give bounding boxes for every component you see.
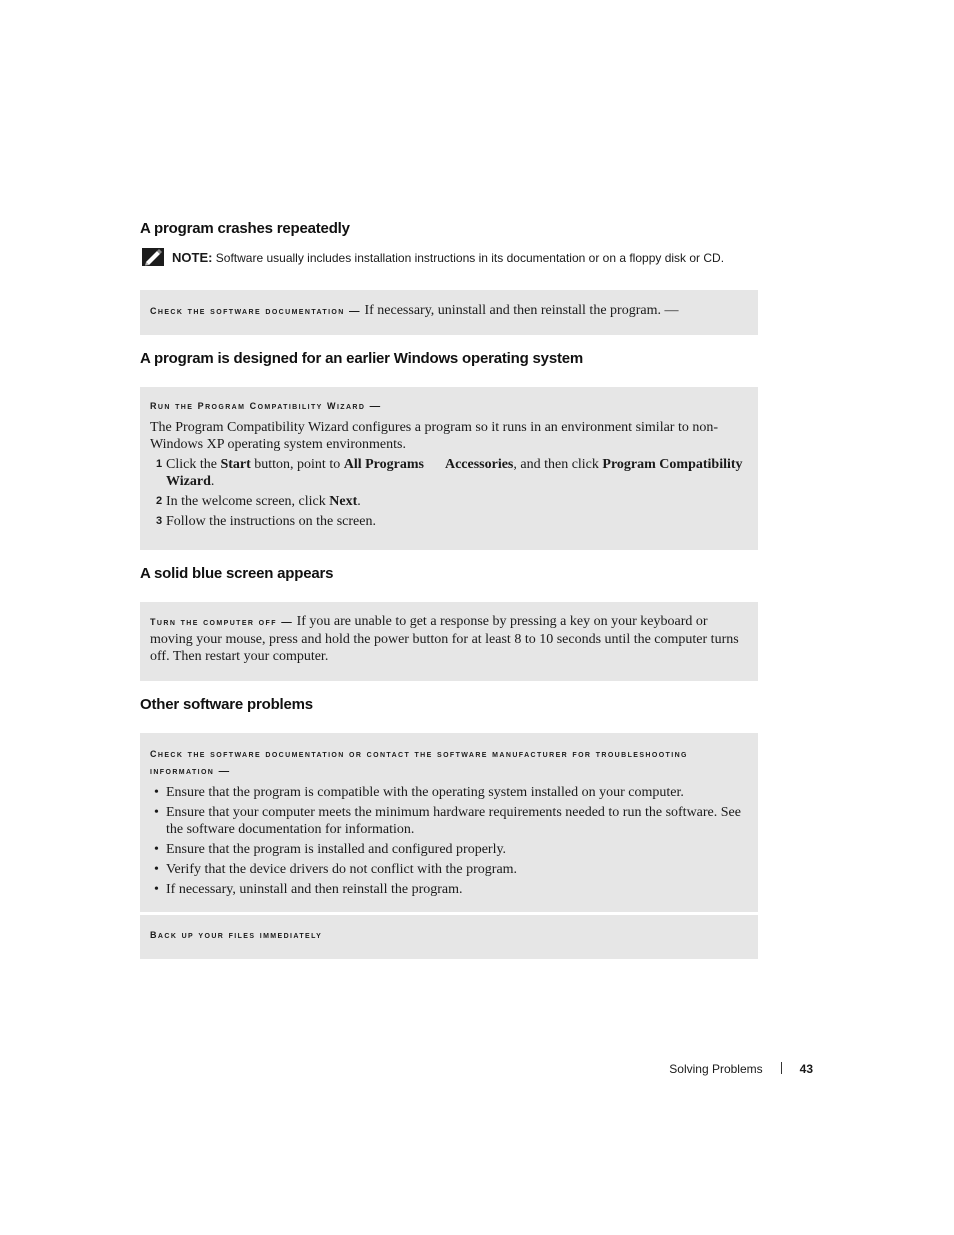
note — [140, 246, 780, 270]
box-title: run the program compatibility wizard — — [150, 398, 382, 412]
box-text: If necessary, uninstall and then reinstall the program. — — [364, 303, 679, 318]
page-number: 43 — [799, 1062, 813, 1076]
step-2: 2 In the welcome screen, click Next. — [156, 494, 361, 509]
list-item: • Verify that the device drivers do not conflict with the program. — [154, 862, 518, 877]
box-title: turn the computer off — — [150, 614, 294, 628]
step-3: 3 Follow the instructions on the screen. — [156, 514, 376, 529]
box-check-documentation-manufacturer — [140, 733, 758, 912]
footer-section-name: Solving Problems — [669, 1062, 763, 1076]
list-item: • Ensure that the program is installed and configured properly. — [154, 842, 507, 857]
box-title: check the software documentation or contact the software manufacturer for troubleshooting information — — [150, 746, 688, 777]
heading-other-problems: Other software problems — [140, 696, 313, 713]
heading-program-crashes: A program crashes repeatedly — [140, 220, 350, 237]
box-turn-off — [140, 602, 758, 681]
arrow-icon: → — [427, 457, 442, 472]
note-text: Software usually includes installation instructions in its documentation or on a floppy disk or CD. — [215, 251, 725, 265]
intro-text: The Program Compatibility Wizard configures a program so it runs in an environment similar to non-Windows XP operating system environments. — [150, 420, 719, 452]
box-title: back up your files immediately — [150, 927, 323, 941]
list-item: • Ensure that your computer meets the minimum hardware requirements needed to run the software. See the software documentation for information. — [154, 805, 741, 837]
page-footer — [669, 1062, 813, 1076]
box-back-up-files — [140, 915, 758, 959]
heading-earlier-windows: A program is designed for an earlier Windows operating system — [140, 350, 584, 367]
heading-blue-screen: A solid blue screen appears — [140, 565, 334, 582]
footer-divider — [781, 1062, 782, 1074]
pencil-note-icon — [142, 248, 164, 266]
box-text: If you are unable to get a response by pressing a key on your keyboard or moving your mouse, press and hold the power button for at least 8 to 10 seconds until the computer turns off. Then restart your computer. — [150, 614, 739, 664]
note-label: NOTE: — [172, 250, 213, 265]
box-title: check the software documentation — — [150, 303, 361, 317]
step-1: 1 Click the Start button, point to All Programs → Accessories, and then click Program Compatibility Wizard. — [156, 457, 743, 489]
list-item: • Ensure that the program is compatible with the operating system installed on your computer. — [154, 785, 684, 800]
box-compatibility-wizard — [140, 387, 758, 550]
list-item: • If necessary, uninstall and then reinstall the program. — [154, 882, 463, 897]
box-check-documentation — [140, 290, 758, 335]
